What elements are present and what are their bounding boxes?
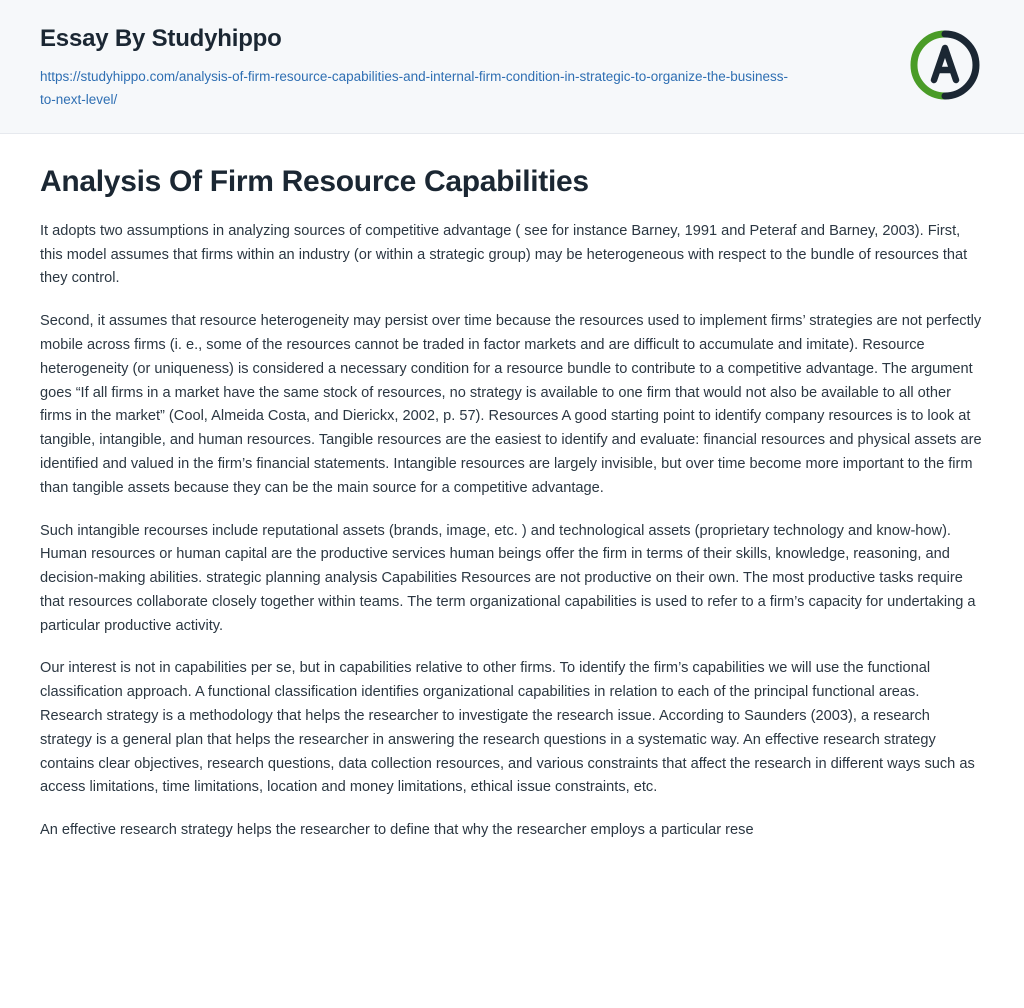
site-brand: Essay By Studyhippo [40,25,282,52]
article-paragraph: Second, it assumes that resource heterogeneity may persist over time because the resources used to implement firms’ strategies are not perfectly mobile across firms (i. e., some of the resources cannot be traded in factor markets and are difficult to accumulate and imitate). Resource heterogeneity (or uniqueness) is considered a necessary condition for a resource bundle to contribute to a competitive advantage. The argument goes “If all firms in a market have the same stock of resources, no strategy is available to one firm that would not also be available to all other firms in the market” (Cool, Almeida Costa, and Dierickx, 2002, p. 57). Resources A good starting point to identify company resources is to look at tangible, intangible, and human resources. Tangible resources are the easiest to identify and evaluate: financial resources and physical assets are identified and valued in the firm’s financial statements. Intangible resources are largely invisible, but over time become more important to the firm than tangible assets because they can be the main source for a competitive advantage. [40,313,982,496]
site-header [0,0,1024,134]
article-paragraph: Our interest is not in capabilities per se, but in capabilities relative to other firms. To identify the firm’s capabilities we will use the functional classification approach. A functional classification identifies organizational capabilities in relation to each of the principal functional areas. Research strategy is a methodology that helps the researcher to investigate the research issue. According to Saunders (2003), a research strategy is a general plan that helps the researcher in answering the research questions in a systematic way. An effective research strategy contains clear objectives, research questions, data collection resources, and various constraints that affect the research in different ways such as access limitations, time limitations, location and money limitations, ethical issue constraints, etc. [40,660,975,796]
article-paragraph: Such intangible recourses include reputational assets (brands, image, etc. ) and technological assets (proprietary technology and know-how). Human resources or human capital are the productive services human beings offer the firm in terms of their skills, knowledge, reasoning, and decision-making abilities. strategic planning analysis Capabilities Resources are not productive on their own. The most productive tasks require that resources collaborate closely together within teams. The term organizational capabilities is used to refer to a firm’s capacity for undertaking a particular productive activity. [40,522,976,634]
article-body [0,134,1024,863]
source-url[interactable]: https://studyhippo.com/analysis-of-firm-resource-capabilities-and-internal-firm-condition-in-strategic-to-organize-the-business-to-next-level/ [40,69,789,107]
article-paragraph: An effective research strategy helps the researcher to define that why the researcher employs a particular rese [40,822,754,839]
article-paragraph: It adopts two assumptions in analyzing sources of competitive advantage ( see for instance Barney, 1991 and Peteraf and Barney, 2003). First, this model assumes that firms within an industry (or within a strategic group) may be heterogeneous with respect to the bundle of resources that they control. [40,222,968,287]
page-title: Analysis Of Firm Resource Capabilities [40,164,589,198]
studyhippo-a-logo-icon [908,28,982,102]
